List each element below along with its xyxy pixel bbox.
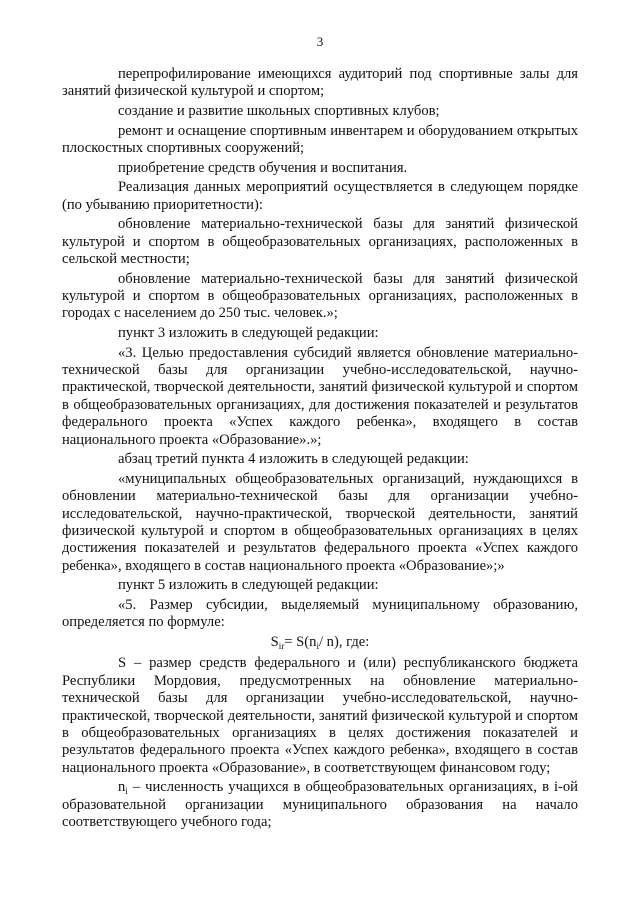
formula-n-subscript: i bbox=[316, 641, 319, 652]
paragraph: «муниципальных общеобразовательных организаций, нуждающихся в обновлении материально-технической базы для организации учебно-исследовательской, научно-практической, творческой деятельности, занятий физической культурой и спортом в общеобразовательных организациях в целях достижения показателей и результатов федерального проекта «Успех каждого ребенка», входящего в состав национального проекта «Образование»;» bbox=[62, 470, 578, 574]
paragraph: обновление материально-технической базы для занятий физической культурой и спортом в общеобразовательных организациях, расположенных в городах с населением до 250 тыс. человек.»; bbox=[62, 270, 578, 322]
n-definition bbox=[62, 779, 578, 831]
n-subscript: i bbox=[125, 786, 128, 797]
paragraph: обновление материально-технической базы для занятий физической культурой и спортом в общеобразовательных организациях, расположенных в сельской местности; bbox=[62, 216, 578, 267]
n-symbol: n bbox=[118, 779, 126, 796]
formula-s-subscript: ir bbox=[278, 641, 285, 652]
paragraph: S – размер средств федерального и (или) республиканского бюджета Республики Мордовия, предусмотренных на обновление материально-технической базы для организации учебно-исследовательской, научно-практической, творческой деятельности, занятий физической культурой и спортом в общеобразовательных организациях в целях достижения показателей и результатов федерального проекта «Успех каждого ребенка», входящего в состав национального проекта «Образование», в соответствующем финансовом году; bbox=[62, 655, 578, 776]
paragraph: пункт 5 изложить в следующей редакции: bbox=[118, 577, 379, 594]
paragraph: перепрофилирование имеющихся аудиторий под спортивные залы для занятий физической культурой и спортом; bbox=[62, 66, 578, 100]
paragraph: абзац третий пункта 4 изложить в следующей редакции: bbox=[118, 451, 469, 468]
paragraph: «5. Размер субсидии, выделяемый муниципальному образованию, определяется по формуле: bbox=[62, 597, 578, 631]
paragraph: «3. Целью предоставления субсидий является обновление материально-технической базы для организации учебно-исследовательской, научно-практической, творческой деятельности, занятий физической культурой и спортом в общеобразовательных организациях, для достижения показателей и результатов федерального проекта «Успех каждого ребенка», входящего в состав национального проекта «Образование».»; bbox=[62, 344, 578, 448]
formula-tail: / n), где: bbox=[318, 634, 370, 651]
page-number: 3 bbox=[316, 34, 324, 49]
subsidy-formula bbox=[62, 634, 578, 651]
document-body bbox=[62, 66, 578, 834]
paragraph: ремонт и оснащение спортивным инвентарем и оборудованием открытых плоскостных спортивных сооружений; bbox=[62, 122, 578, 156]
paragraph: пункт 3 изложить в следующей редакции: bbox=[118, 325, 379, 341]
paragraph: Реализация данных мероприятий осуществляется в следующем порядке (по убыванию приоритетности): bbox=[62, 179, 578, 213]
n-definition-text: – численность учащихся в общеобразовательных организациях, в i-ой образовательной организации муниципального образования на начало соответствующего учебного года; bbox=[62, 779, 578, 831]
paragraph: создание и развитие школьных спортивных клубов; bbox=[118, 103, 440, 119]
formula-eq: = S(n bbox=[284, 634, 317, 651]
formula-s: S bbox=[270, 634, 279, 651]
paragraph: приобретение средств обучения и воспитания. bbox=[118, 159, 408, 176]
